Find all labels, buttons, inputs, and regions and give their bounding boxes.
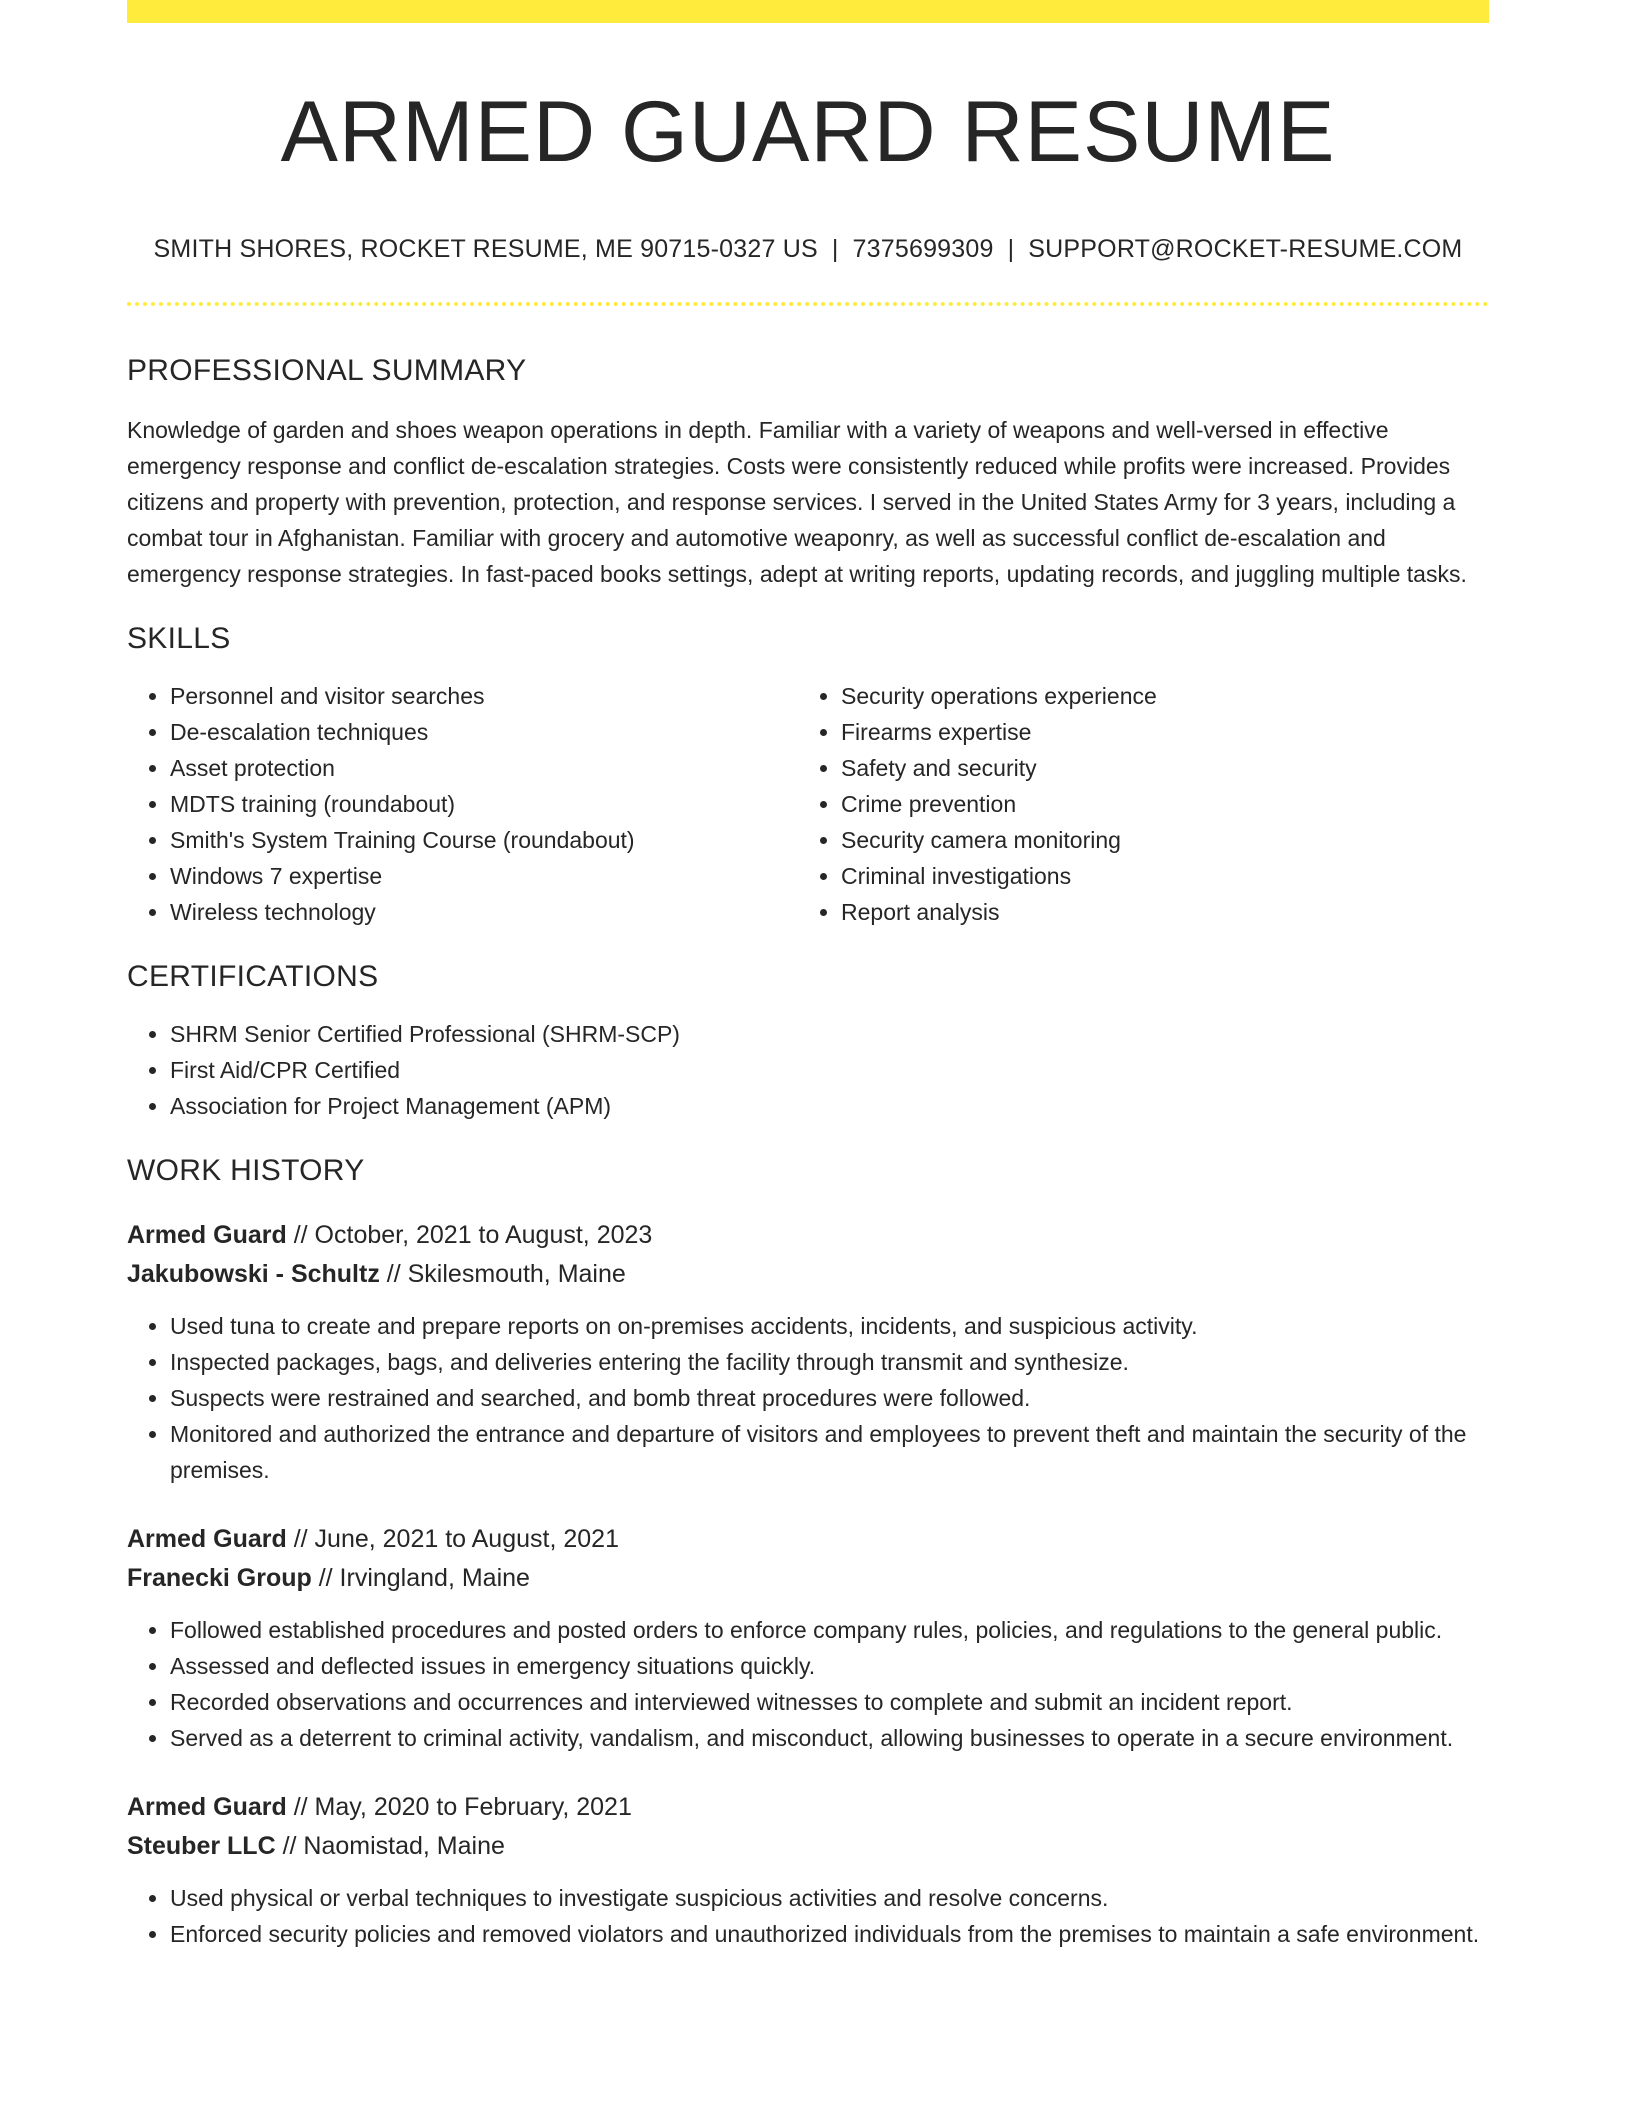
job-company-line	[127, 1827, 1489, 1866]
job-dates: // May, 2020 to February, 2021	[286, 1792, 632, 1821]
skill-item: • Safety and security	[841, 750, 1469, 786]
section-title-skills: SKILLS	[127, 621, 231, 655]
skill-item: • Smith's System Training Course (roundabout)	[170, 822, 798, 858]
job-bullet: • Followed established procedures and posted orders to enforce company rules, policies, and regulations to the general public.	[170, 1612, 1489, 1648]
job-bullets	[127, 1880, 1489, 1952]
job-bullet: • Used tuna to create and prepare reports on on-premises accidents, incidents, and suspicious activity.	[170, 1308, 1489, 1344]
contact-line	[127, 234, 1489, 264]
job-entry	[127, 1520, 1489, 1756]
skill-item: • MDTS training (roundabout)	[170, 786, 798, 822]
skills-column-left	[127, 678, 798, 930]
job-bullet: • Inspected packages, bags, and deliveries entering the facility through transmit and synthesize.	[170, 1344, 1489, 1380]
section-title-work-history: WORK HISTORY	[127, 1153, 365, 1187]
job-dates: // June, 2021 to August, 2021	[286, 1524, 619, 1553]
accent-top-bar	[127, 0, 1489, 23]
certification-item: • SHRM Senior Certified Professional (SHRM-SCP)	[170, 1016, 1489, 1052]
job-bullet: • Suspects were restrained and searched, and bomb threat procedures were followed.	[170, 1380, 1489, 1416]
job-dates: // October, 2021 to August, 2023	[286, 1220, 653, 1249]
job-role-line	[127, 1216, 1489, 1255]
contact-separator: |	[1007, 234, 1015, 263]
skill-item: • De-escalation techniques	[170, 714, 798, 750]
job-bullet: • Assessed and deflected issues in emergency situations quickly.	[170, 1648, 1489, 1684]
job-location: // Irvingland, Maine	[311, 1563, 530, 1592]
skill-item: • Security operations experience	[841, 678, 1469, 714]
skills-grid	[127, 678, 1489, 930]
job-bullet: • Recorded observations and occurrences and interviewed witnesses to complete and submit an incident report.	[170, 1684, 1489, 1720]
skill-item: • Wireless technology	[170, 894, 798, 930]
section-title-certifications: CERTIFICATIONS	[127, 959, 379, 993]
job-company: Jakubowski - Schultz	[127, 1259, 380, 1288]
job-bullets	[127, 1612, 1489, 1756]
job-role: Armed Guard	[127, 1524, 287, 1553]
skill-item: • Security camera monitoring	[841, 822, 1469, 858]
contact-address: SMITH SHORES, ROCKET RESUME, ME 90715-0327 US	[153, 234, 818, 263]
contact-phone: 7375699309	[852, 234, 994, 263]
job-entry	[127, 1216, 1489, 1488]
skills-list-right	[798, 678, 1469, 930]
job-bullet: • Used physical or verbal techniques to investigate suspicious activities and resolve concerns.	[170, 1880, 1489, 1916]
job-role: Armed Guard	[127, 1220, 287, 1249]
skills-list-left	[127, 678, 798, 930]
job-company-line	[127, 1559, 1489, 1598]
section-title-summary: PROFESSIONAL SUMMARY	[127, 353, 527, 387]
skill-item: • Crime prevention	[841, 786, 1469, 822]
job-bullet: • Enforced security policies and removed violators and unauthorized individuals from the premises to maintain a safe environment.	[170, 1916, 1489, 1952]
job-role-line	[127, 1520, 1489, 1559]
job-bullet: • Served as a deterrent to criminal activity, vandalism, and misconduct, allowing businesses to operate in a secure environment.	[170, 1720, 1489, 1756]
skills-column-right	[798, 678, 1469, 930]
contact-email: SUPPORT@ROCKET-RESUME.COM	[1028, 234, 1463, 263]
skill-item: • Criminal investigations	[841, 858, 1469, 894]
job-entry	[127, 1788, 1489, 1952]
summary-text: Knowledge of garden and shoes weapon operations in depth. Familiar with a variety of weapons and well-versed in effective emergency response and conflict de-escalation strategies. Costs were consistently reduced while profits were increased. Provides citizens and property with prevention, protection, and response services. I served in the United States Army for 3 years, including a combat tour in Afghanistan. Familiar with grocery and automotive weaponry, as well as successful conflict de-escalation and emergency response strategies. In fast-paced books settings, adept at writing reports, updating records, and juggling multiple tasks.	[127, 416, 1467, 587]
certifications-list	[127, 1016, 1489, 1124]
dotted-divider	[127, 302, 1489, 306]
job-bullets	[127, 1308, 1489, 1488]
skill-item: • Report analysis	[841, 894, 1469, 930]
skill-item: • Windows 7 expertise	[170, 858, 798, 894]
certification-item: • First Aid/CPR Certified	[170, 1052, 1489, 1088]
job-company: Steuber LLC	[127, 1831, 276, 1860]
job-role-line	[127, 1788, 1489, 1827]
job-company-line	[127, 1255, 1489, 1294]
skill-item: • Firearms expertise	[841, 714, 1469, 750]
job-role: Armed Guard	[127, 1792, 287, 1821]
job-location: // Skilesmouth, Maine	[379, 1259, 626, 1288]
skill-item: • Asset protection	[170, 750, 798, 786]
skill-item: • Personnel and visitor searches	[170, 678, 798, 714]
job-location: // Naomistad, Maine	[275, 1831, 505, 1860]
contact-separator: |	[831, 234, 839, 263]
resume-page	[127, 0, 1489, 1952]
resume-title: ARMED GUARD RESUME	[280, 84, 1336, 180]
job-bullet: • Monitored and authorized the entrance and departure of visitors and employees to prevent theft and maintain the security of the premises.	[170, 1416, 1489, 1488]
job-company: Franecki Group	[127, 1563, 312, 1592]
certification-item: • Association for Project Management (APM)	[170, 1088, 1489, 1124]
